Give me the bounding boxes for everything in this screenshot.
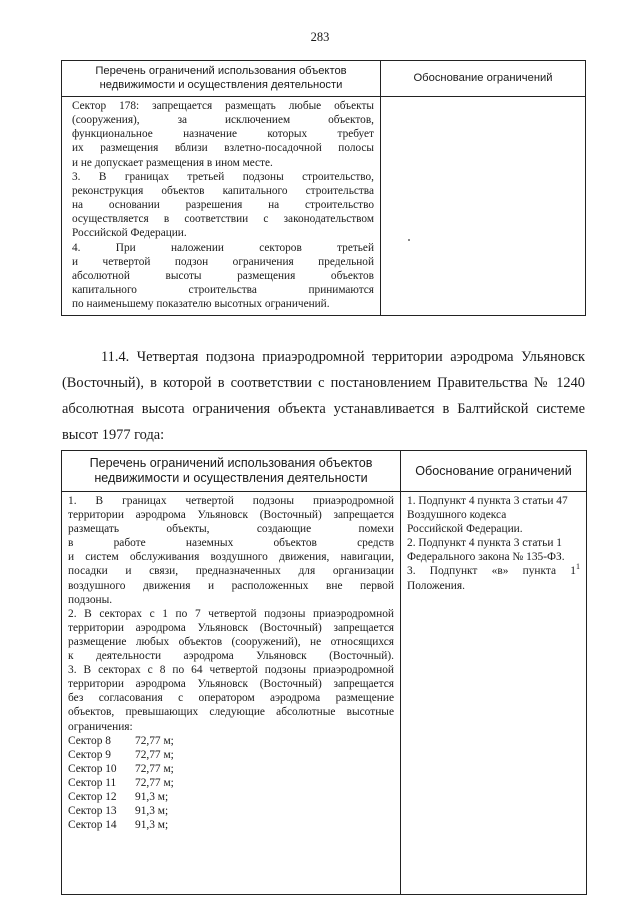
- restriction-text-line: в работе наземных объектов средств: [68, 537, 394, 550]
- scan-speck: [408, 239, 410, 241]
- justification-text: Положения.: [407, 579, 465, 592]
- restriction-text-line: по наименьшему показателю высотных ограничений.: [72, 298, 330, 311]
- restriction-text-line: осуществляется в соответствии с законодательством: [72, 213, 374, 226]
- table2-header-line: недвижимости и осуществления деятельности: [94, 471, 368, 485]
- restriction-text-line: функциональное назначение которых требует: [72, 128, 374, 141]
- sector-name: Сектор 12: [68, 790, 117, 803]
- sector-height-row: [68, 804, 394, 818]
- restriction-text-line: без согласования с оператором аэродрома размещение: [68, 692, 394, 705]
- justification-text-line: [407, 550, 580, 564]
- justification-text: Российской Федерации.: [407, 523, 523, 536]
- justification-text: 3. Подпункт «в» пункта 1: [407, 565, 576, 578]
- sector-height-value: 72,77 м;: [135, 734, 174, 747]
- sector-name: Сектор 13: [68, 805, 117, 818]
- table1-restrictions-cell: [62, 97, 381, 316]
- restriction-text-line: к деятельности аэродрома Ульяновск (Восточный).: [68, 650, 394, 663]
- justification-text-line: [407, 536, 580, 550]
- restrictions-table-continued: [61, 60, 586, 316]
- sector-height-row: [68, 748, 394, 762]
- paragraph-line: абсолютная высота ограничения объекта устанавливается в Балтийской системе: [62, 401, 585, 417]
- restriction-text-line: Сектор 178: запрещается размещать любые объекты: [72, 100, 374, 112]
- restriction-text-line: 4. При наложении секторов третьей: [72, 241, 374, 254]
- sector-height-value: 72,77 м;: [135, 762, 174, 775]
- justification-text: Федерального закона № 135-ФЗ.: [407, 551, 565, 564]
- sector-height-row: [68, 762, 394, 776]
- table2-header-justification: Обоснование ограничений: [401, 451, 587, 492]
- superscript-marker: 1: [576, 562, 580, 572]
- justification-text: 1. Подпункт 4 пункта 3 статьи 47: [407, 495, 568, 507]
- paragraph-line: высот 1977 года:: [62, 427, 165, 443]
- restriction-text-line: 3. В границах третьей подзоны строительство,: [72, 170, 374, 183]
- restriction-text-line: и четвертой подзон ограничения предельной: [72, 255, 374, 268]
- sector-height-value: 91,3 м;: [135, 805, 169, 818]
- restriction-text-line: на основании разрешения на строительство: [72, 199, 374, 212]
- sector-name: Сектор 14: [68, 819, 117, 832]
- restriction-text-line: посадки и связи, предназначенных для организации: [68, 565, 394, 578]
- table1-header-line: Перечень ограничений использования объектов: [95, 65, 347, 77]
- justification-text-line: [407, 522, 580, 536]
- restriction-text-line: воздушного движения и расположенных вне первой: [68, 579, 394, 592]
- restriction-text-line: реконструкция объектов капитального строительства: [72, 184, 374, 197]
- justification-text-line: [407, 579, 580, 593]
- restriction-text-line: и систем обслуживания воздушного движения, навигации,: [68, 551, 394, 564]
- table1-header-line: недвижимости и осуществления деятельности: [99, 78, 343, 91]
- restriction-text-line: 1. В границах четвертой подзоны приаэродромной: [68, 495, 394, 507]
- sector-name: Сектор 10: [68, 762, 117, 775]
- paragraph-line: 11.4. Четвертая подзона приаэродромной территории аэродрома Ульяновск: [101, 349, 585, 365]
- table2-header-restrictions: [62, 451, 401, 492]
- justification-text-line: [407, 508, 580, 522]
- restriction-text-line: размещать объекты, создающие помехи: [68, 523, 394, 536]
- justification-text: 2. Подпункт 4 пункта 3 статьи 1: [407, 537, 562, 550]
- table1-header-restrictions: [62, 61, 381, 97]
- restriction-text-line: размещение любых объектов (сооружений), не относящихся: [68, 635, 394, 648]
- restriction-text-line: территории аэродрома Ульяновск (Восточный) запрещается: [68, 509, 394, 522]
- sector-height-row: [68, 734, 394, 748]
- restriction-text-line: 3. В секторах с 8 по 64 четвертой подзоны приаэродромной: [68, 664, 394, 677]
- restriction-text-line: ограничения:: [68, 720, 133, 733]
- section-paragraph: [62, 344, 585, 448]
- sector-name: Сектор 9: [68, 748, 111, 761]
- restriction-text-line: территории аэродрома Ульяновск (Восточный) запрещается: [68, 678, 394, 691]
- sector-height-row: [68, 776, 394, 790]
- table1-justification-cell: [381, 97, 586, 316]
- restriction-text-line: и не допускает размещения в ином месте.: [72, 156, 273, 169]
- justification-text-line: [407, 494, 580, 508]
- sector-name: Сектор 8: [68, 734, 111, 747]
- restriction-text-line: капитального строительства принимаются: [72, 284, 374, 297]
- restriction-text-line: (сооружения), за исключением объектов,: [72, 114, 374, 127]
- sector-height-value: 91,3 м;: [135, 819, 169, 832]
- restriction-text-line: их размещения вблизи взлетно-посадочной полосы: [72, 142, 374, 155]
- justification-text-line: [407, 564, 580, 578]
- restriction-text-line: абсолютной высоты размещения объектов: [72, 269, 374, 282]
- justification-text: Воздушного кодекса: [407, 509, 507, 522]
- sector-name: Сектор 11: [68, 776, 117, 789]
- table2-header-line: Перечень ограничений использования объектов: [89, 456, 373, 470]
- table2-justification-cell: [401, 492, 587, 895]
- table1-header-justification: Обоснование ограничений: [381, 61, 586, 97]
- page-number: 283: [310, 30, 330, 44]
- sector-height-value: 72,77 м;: [135, 748, 174, 761]
- sector-height-value: 72,77 м;: [135, 776, 174, 789]
- sector-height-value: 91,3 м;: [135, 790, 169, 803]
- table2-restrictions-cell: [62, 492, 401, 895]
- fourth-subzone-restrictions-table: [61, 450, 587, 895]
- restriction-text-line: 2. В секторах с 1 по 7 четвертой подзоны приаэродромной: [68, 607, 394, 620]
- paragraph-line: (Восточный), в которой в соответствии с постановлением Правительства № 1240: [62, 375, 585, 391]
- restriction-text-line: территории аэродрома Ульяновск (Восточный) запрещается: [68, 621, 394, 634]
- sector-height-row: [68, 790, 394, 804]
- restriction-text-line: подзоны.: [68, 593, 113, 606]
- sector-height-row: [68, 818, 394, 832]
- restriction-text-line: Российской Федерации.: [72, 227, 187, 240]
- restriction-text-line: объектов, превышающих следующие абсолютные высотные: [68, 706, 394, 719]
